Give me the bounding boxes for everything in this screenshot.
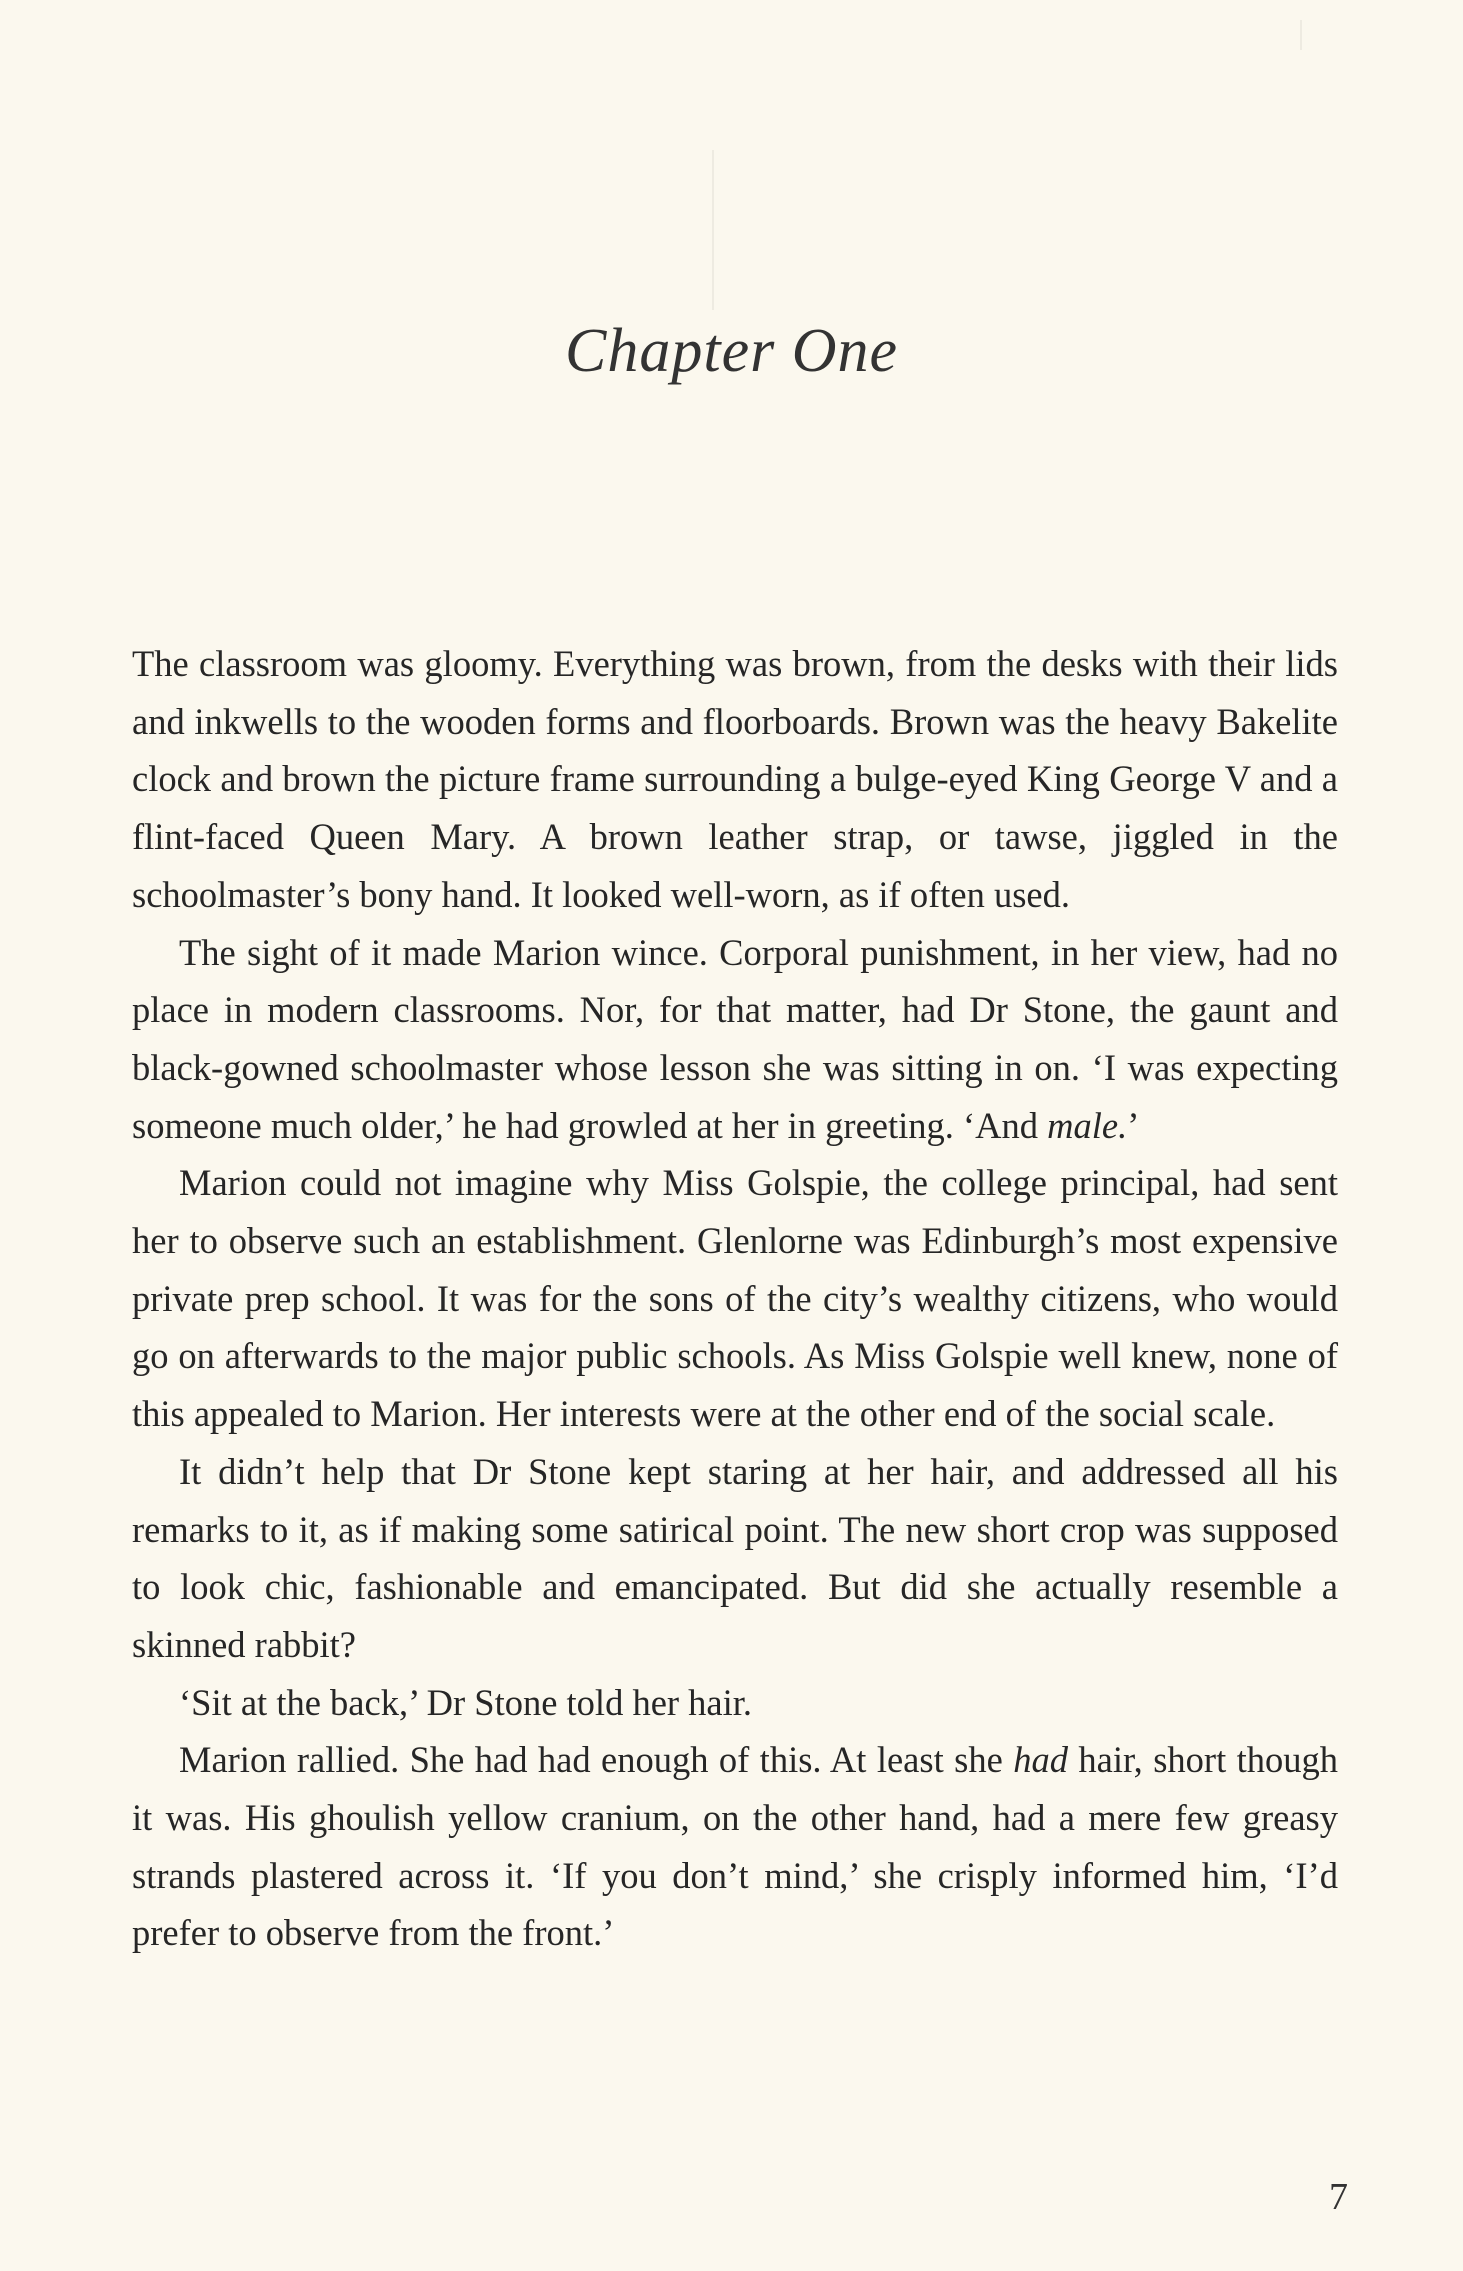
chapter-body [132,635,1338,1962]
paragraph-4: It didn’t help that Dr Stone kept staring at her hair, and addressed all his remarks to it, as if making some satirical point. The new short crop was supposed to look chic, fashionable and emancipated. But did she actually resemble a skinned rabbit? [132,1450,1338,1665]
paragraph-6 [132,1731,1338,1962]
paragraph-5: ‘Sit at the back,’ Dr Stone told her hair. [179,1681,753,1723]
paragraph-1: The classroom was gloomy. Everything was brown, from the desks with their lids and inkwells to the wooden forms and floorboards. Brown was the heavy Bakelite clock and brown the picture frame surrounding a bulge-eyed King George V and a flint-faced Queen Mary. A brown leather strap, or tawse, jiggled in the schoolmaster’s bony hand. It looked well-worn, as if often used. [132,643,1338,915]
emphasis-had: had [1013,1739,1068,1781]
paragraph-2 [132,924,1338,1155]
emphasis-male: male. [1047,1104,1128,1146]
scan-shadow-line [1300,20,1302,50]
chapter-title: Chapter One [564,317,899,385]
paragraph-6-text-cont: hair, short though it was. His ghoulish yellow cranium, on the other hand, had a mere few greasy strands plastered across it. ‘If you don’t mind,’ she crisply informed him, ‘I’d prefer to observe from the front.’ [132,1739,1339,1954]
scan-shadow-line [712,150,714,310]
paragraph-3: Marion could not imagine why Miss Golspie, the college principal, had sent her to observe such an establishment. Glenlorne was Edinburgh’s most expensive private prep school. It was for the sons of the city’s wealthy citizens, who would go on afterwards to the major public schools. As Miss Golspie well knew, none of this appealed to Marion. Her interests were at the other end of the social scale. [132,1162,1338,1435]
closing-quote: ’ [1127,1104,1140,1146]
page-number: 7 [1329,2176,1348,2218]
paragraph-2-text: The sight of it made Marion wince. Corporal punishment, in her view, had no place in modern classrooms. Nor, for that matter, had Dr Stone, the gaunt and black-gowned schoolmaster whose lesson she was sitting in on. ‘I was expecting someone much older,’ he had growled at her in greeting. ‘And [132,931,1338,1146]
paragraph-6-text: Marion rallied. She had had enough of this. At least she [179,1739,1014,1781]
